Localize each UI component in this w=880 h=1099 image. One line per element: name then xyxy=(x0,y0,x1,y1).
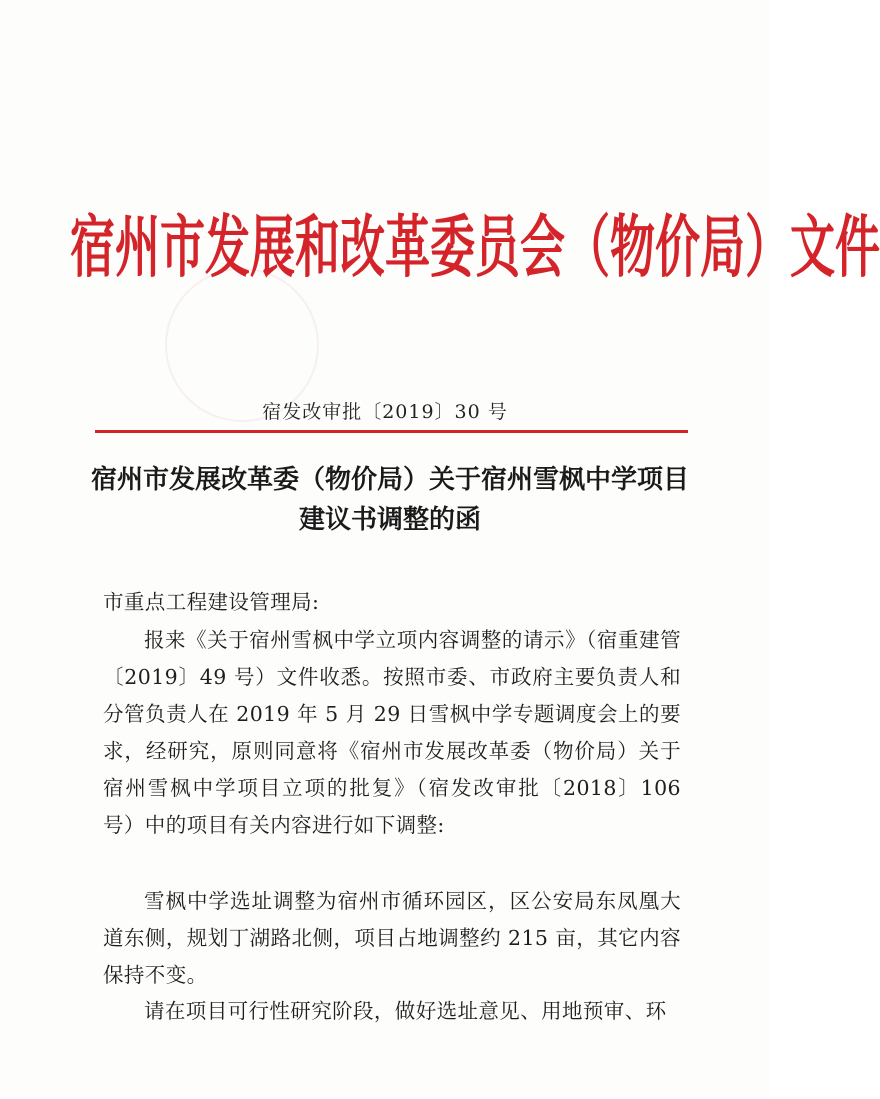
body-paragraph: 请在项目可行性研究阶段，做好选址意见、用地预审、环 xyxy=(144,999,667,1023)
salutation: 市重点工程建设管理局: xyxy=(103,590,320,614)
paragraph-block-3 xyxy=(103,993,681,1030)
document-title: 宿州市发展改革委（物价局）关于宿州雪枫中学项目建议书调整的函 xyxy=(90,465,689,535)
issuer-header-title: 宿州市发展和改革委员会（物价局）文件 xyxy=(70,207,880,287)
red-divider-line xyxy=(95,430,688,433)
paragraph-block-2 xyxy=(103,883,681,994)
body-paragraph: 报来《关于宿州雪枫中学立项内容调整的请示》（宿重建管〔2019〕49 号）文件收悉。按照市委、市政府主要负责人和分管负责人在 2019 年 5 月 29 日雪枫中学专题调度会上的要求，经研究，原则同意将《宿州市发展改革委（物价局）关于宿州雪枫中学项目立项的批复》（宿发改审批〔2018〕106 号）中的项目有关内容进行如下调整: xyxy=(103,628,681,837)
paragraph-block-1 xyxy=(103,622,681,844)
body-paragraph: 雪枫中学选址调整为宿州市循环园区，区公安局东凤凰大道东侧，规划丁湖路北侧，项目占地调整约 215 亩，其它内容保持不变。 xyxy=(103,889,681,987)
document-number: 宿发改审批〔2019〕30 号 xyxy=(262,401,508,423)
salutation-block xyxy=(103,584,681,621)
